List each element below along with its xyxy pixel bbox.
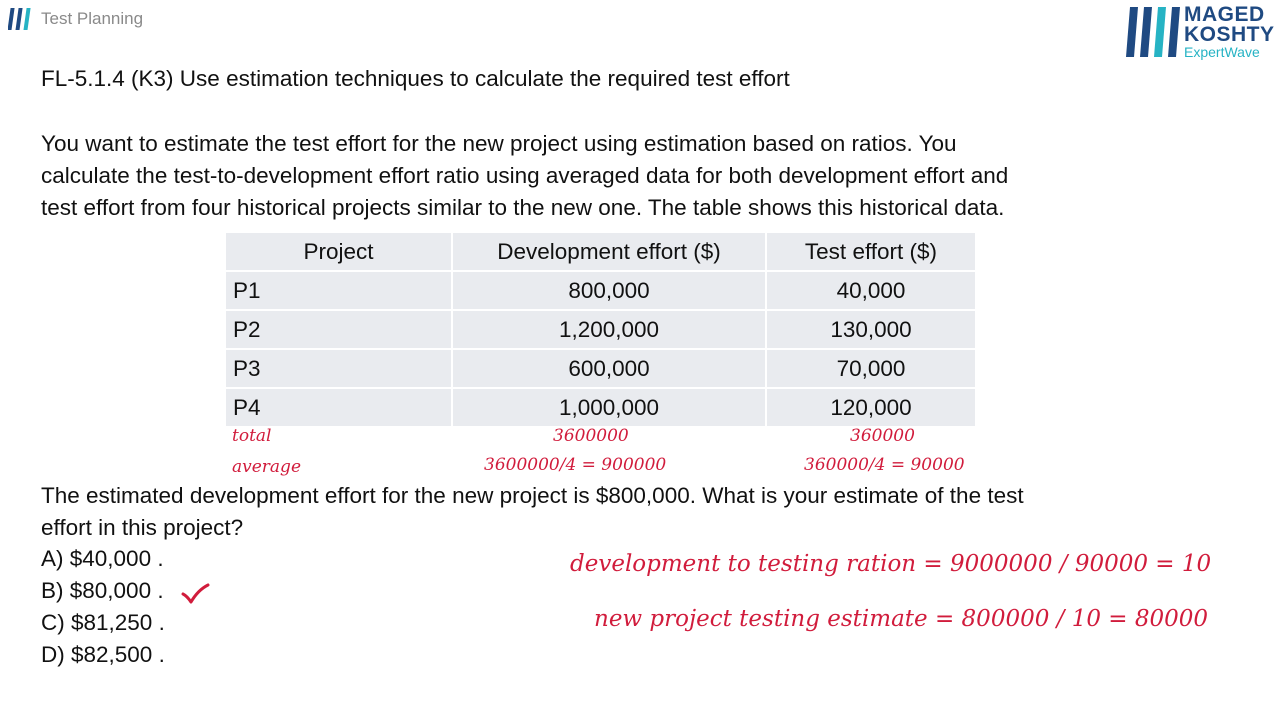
table-cell: 1,000,000 [453, 389, 767, 428]
column-header: Development effort ($) [453, 233, 767, 272]
annotation-total-dev: 3600000 [553, 426, 629, 446]
brand-mark-icon [8, 5, 36, 33]
annotation-total-label: total [232, 426, 272, 446]
table-cell: P1 [226, 272, 453, 311]
logo-mark-icon [1124, 3, 1184, 61]
question-text [41, 480, 1211, 544]
annotation-average-test: 360000/4 = 90000 [804, 455, 965, 475]
scenario-line: You want to estimate the test effort for the new project using estimation based on ratios. You [41, 131, 957, 156]
table-cell: P2 [226, 311, 453, 350]
annotation-average-label: average [232, 457, 302, 477]
scenario-line: test effort from four historical projects similar to the new one. The table shows this historical data. [41, 195, 1005, 220]
table-header-row [226, 233, 977, 272]
learning-objective: FL-5.1.4 (K3) Use estimation techniques to calculate the required test effort [41, 66, 790, 91]
logo-text-line3: ExpertWave [1184, 44, 1260, 60]
answer-option-c: C) $81,250 . [41, 610, 165, 635]
historical-data-table [226, 233, 977, 428]
annotation-total-test: 360000 [850, 426, 915, 446]
table-cell: 600,000 [453, 350, 767, 389]
table-row [226, 272, 977, 311]
answer-option-d: D) $82,500 . [41, 642, 165, 667]
table-cell: P3 [226, 350, 453, 389]
table-cell: 120,000 [767, 389, 977, 428]
table-cell: P4 [226, 389, 453, 428]
logo-text-line1: MAGED [1184, 3, 1265, 26]
logo-text-line2: KOSHTY [1184, 23, 1275, 46]
scenario-text [41, 128, 1181, 224]
scenario-line: calculate the test-to-development effort ratio using averaged data for both development effort and [41, 163, 1009, 188]
table-cell: 1,200,000 [453, 311, 767, 350]
question-line: effort in this project? [41, 515, 244, 540]
checkmark-icon [180, 582, 210, 606]
column-header: Test effort ($) [767, 233, 977, 272]
question-line: The estimated development effort for the new project is $800,000. What is your estimate of the test [41, 483, 1024, 508]
column-header: Project [226, 233, 453, 272]
table-cell: 130,000 [767, 311, 977, 350]
table-row [226, 389, 977, 428]
table-cell: 800,000 [453, 272, 767, 311]
table-cell: 40,000 [767, 272, 977, 311]
answer-option-a: A) $40,000 . [41, 546, 164, 571]
annotation-ratio: development to testing ration = 9000000 / 90000 = 10 [570, 551, 1212, 577]
table-cell: 70,000 [767, 350, 977, 389]
annotation-estimate: new project testing estimate = 800000 / 10 = 80000 [594, 606, 1209, 632]
table-row [226, 350, 977, 389]
table-row [226, 311, 977, 350]
brand-logo [1124, 3, 1276, 61]
section-title: Test Planning [41, 9, 144, 28]
annotation-average-dev: 3600000/4 = 900000 [484, 455, 667, 475]
answer-option-b: B) $80,000 . [41, 578, 164, 603]
